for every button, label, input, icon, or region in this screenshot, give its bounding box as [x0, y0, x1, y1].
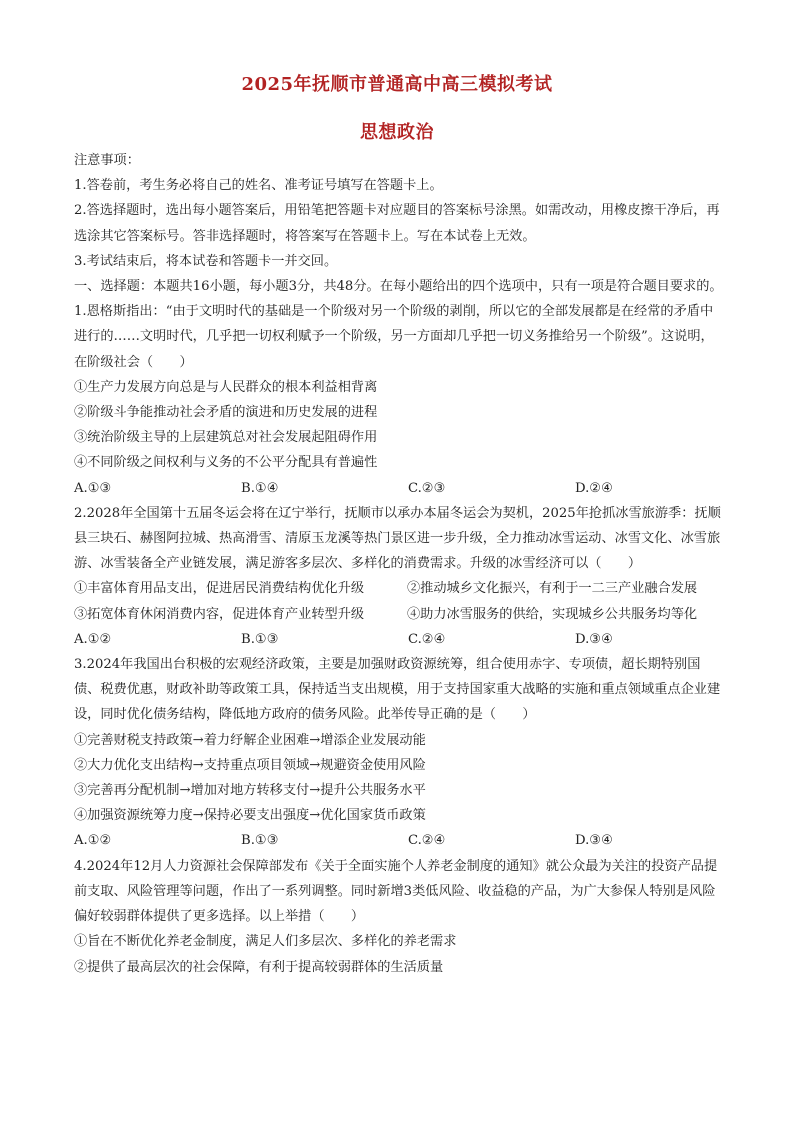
statement: ②大力优化支出结构→支持重点项目领域→规避资金使用风险	[74, 757, 426, 773]
statement-grid	[74, 576, 724, 626]
statement: ①丰富体育用品支出，促进居民消费结构优化升级	[74, 581, 365, 597]
option-d: D.③④	[575, 631, 613, 647]
option-b: B.①④	[241, 480, 279, 496]
option-d: D.②④	[575, 480, 613, 496]
option-d: D.③④	[575, 833, 613, 849]
statement: ②阶级斗争能推动社会矛盾的演进和历史发展的进程	[74, 405, 378, 421]
exam-title: 2025年抚顺市普通高中高三模拟考试	[241, 74, 553, 95]
notice-item: 3.考试结束后，将本试卷和答题卡一并交回。	[74, 253, 338, 269]
answer-options	[74, 476, 724, 501]
statement: ②提供了最高层次的社会保障，有利于提高较弱群体的生活质量	[74, 959, 444, 975]
option-c: C.②④	[408, 833, 446, 849]
statement: ④助力冰雪服务的供给，实现城乡公共服务均等化	[407, 606, 698, 622]
option-c: C.②④	[408, 631, 446, 647]
question-stem: 3.2024年我国出台积极的宏观经济政策，主要是加强财政资源统筹，组合使用赤字、专项债，超长期特别国债、税费优惠，财政补助等政策工具，保持适当支出规模，用于支持国家重大战略的实施和重点领域重点企业建设，同时优化债务结构，降低地方政府的债务风险。此举传导正确的是（ ）	[74, 657, 721, 723]
statement: ④不同阶级之间权利与义务的不公平分配具有普遍性	[74, 455, 378, 471]
statement: ①生产力发展方向总是与人民群众的根本利益相背离	[74, 379, 378, 395]
statement: ③拓宽体育休闲消费内容，促进体育产业转型升级	[74, 606, 365, 622]
section-heading: 一、选择题：本题共16小题，每小题3分，共48分。在每小题给出的四个选项中，只有一项是符合题目要求的。	[74, 279, 723, 295]
statement: ③统治阶级主导的上层建筑总对社会发展起阻碍作用	[74, 430, 378, 446]
statement: ②推动城乡文化振兴，有利于一二三产业融合发展	[407, 581, 698, 597]
question-stem: 2.2028年全国第十五届冬运会将在辽宁举行，抚顺市以承办本届冬运会为契机，2025年抢抓冰雪旅游季：抚顺县三块石、赫图阿拉城、热高滑雪、清原玉龙溪等热门景区进一步升级，全力推动冰雪运动、冰雪文化、冰雪旅游、冰雪装备全产业链发展，满足游客多层次、多样化的消费需求。升级的冰雪经济可以（ ）	[74, 505, 721, 572]
exam-content	[74, 148, 724, 980]
option-b: B.①③	[241, 833, 279, 849]
notice-item: 1.答卷前，考生务必将自己的姓名、准考证号填写在答题卡上。	[74, 178, 443, 194]
statement: ③完善再分配机制→增加对地方转移支付→提升公共服务水平	[74, 783, 426, 799]
answer-options	[74, 828, 724, 853]
option-b: B.①③	[241, 631, 279, 647]
statement: ①旨在不断优化养老金制度，满足人们多层次、多样化的养老需求	[74, 934, 457, 950]
notice-heading: 注意事项：	[74, 153, 140, 168]
statement: ①完善财税支持政策→着力纾解企业困难→增添企业发展动能	[74, 732, 426, 748]
statement: ④加强资源统筹力度→保持必要支出强度→优化国家货币政策	[74, 808, 426, 824]
notice-item: 2.答选择题时，选出每小题答案后，用铅笔把答题卡对应题目的答案标号涂黑。如需改动，用橡皮擦干净后，再选涂其它答案标号。答非选择题时，将答案写在答题卡上。写在本试卷上无效。	[74, 203, 720, 244]
answer-options	[74, 627, 724, 652]
option-a: A.①②	[74, 631, 112, 647]
question-stem: 1.恩格斯指出：“由于文明时代的基础是一个阶级对另一个阶级的剥削，所以它的全部发展都是在经常的矛盾中进行的……文明时代，几乎把一切权利赋予一个阶级，另一方面却几乎把一切义务推给另一个阶级”。这说明，在阶级社会（ ）	[74, 304, 714, 370]
option-a: A.①②	[74, 833, 112, 849]
question-stem: 4.2024年12月人力资源社会保障部发布《关于全面实施个人养老金制度的通知》就公众最为关注的投资产品提前支取、风险管理等问题，作出了一系列调整。同时新增3类低风险、收益稳的产品，为广大参保人特别是风险偏好较弱群体提供了更多选择。以上举措（ ）	[74, 858, 718, 925]
option-a: A.①③	[74, 480, 112, 496]
subject-title: 思想政治	[360, 122, 434, 143]
option-c: C.②③	[408, 480, 446, 496]
